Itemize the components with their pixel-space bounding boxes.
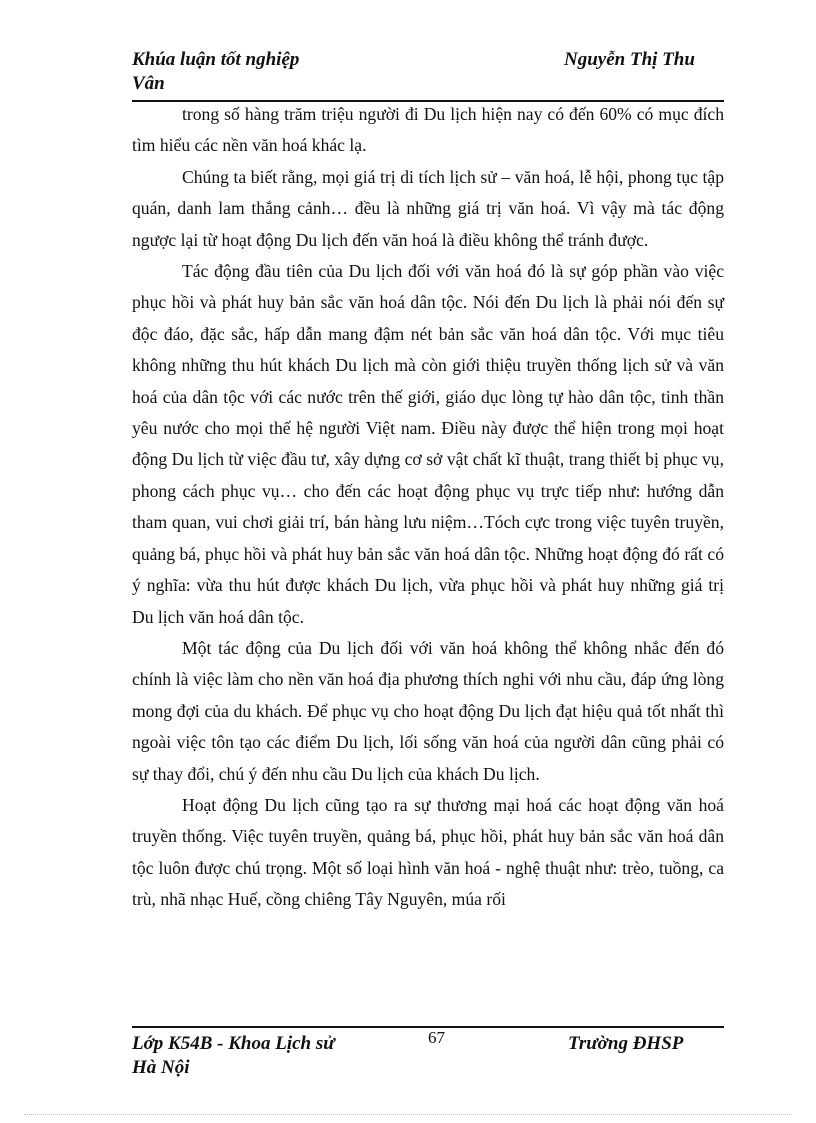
header-author-name-continued: Vân bbox=[132, 73, 165, 94]
page-footer bbox=[132, 1028, 724, 1080]
header-author-name: Nguyễn Thị Thu bbox=[564, 49, 695, 70]
footer-university: Trường ĐHSP bbox=[568, 1033, 684, 1054]
footer-class-department: Lớp K54B - Khoa Lịch sử bbox=[132, 1033, 335, 1054]
footer-city: Hà Nội bbox=[132, 1057, 190, 1078]
paragraph-2: Chúng ta biết rằng, mọi giá trị di tích lịch sử – văn hoá, lễ hội, phong tục tập quán, danh lam thắng cảnh… đều là những giá trị văn hoá. Vì vậy mà tác động ngược lại từ hoạt động Du lịch đến văn hoá là điều không thể tránh được. bbox=[132, 166, 724, 250]
page-number: 67 bbox=[428, 1028, 445, 1047]
paragraph-3: Tác động đầu tiên của Du lịch đối với văn hoá đó là sự góp phần vào việc phục hồi và phát huy bản sắc văn hoá dân tộc. Nói đến Du lịch là phải nói đến sự độc đáo, đặc sắc, hấp dẫn mang đậm nét bản sắc văn hoá dân tộc. Với mục tiêu không những thu hút khách Du lịch mà còn giới thiệu truyền thống lịch sử và văn hoá của dân tộc với các nước trên thế giới, giáo dục lòng tự hào dân tộc, tinh thần yêu nước cho mọi thế hệ người Việt nam. Điều này được thể hiện trong mọi hoạt động Du lịch từ việc đầu tư, xây dựng cơ sở vật chất kĩ thuật, trang thiết bị phục vụ, phong cách phục vụ… cho đến các hoạt động phục vụ trực tiếp như: hướng dẫn tham quan, vui chơi giải trí, bán hàng lưu niệm…Tóch cực trong việc tuyên truyền, quảng bá, phục hồi và phát huy bản sắc văn hoá dân tộc. Những hoạt động đó rất có ý nghĩa: vừa thu hút được khách Du lịch, vừa phục hồi và phát huy những giá trị Du lịch văn hoá dân tộc. bbox=[132, 261, 724, 627]
paragraph-1: trong số hàng trăm triệu người đi Du lịch hiện nay có đến 60% có mục đích tìm hiểu các nền văn hoá khác lạ. bbox=[132, 104, 724, 156]
page-header bbox=[132, 48, 724, 100]
header-thesis-title: Khúa luận tốt nghiệp bbox=[132, 49, 300, 70]
document-body bbox=[132, 99, 724, 916]
page-edge-divider bbox=[24, 1114, 792, 1115]
paragraph-5: Hoạt động Du lịch cũng tạo ra sự thương mại hoá các hoạt động văn hoá truyền thống. Việc tuyên truyền, quảng bá, phục hồi, phát huy bản sắc văn hoá dân tộc luôn được chú trọng. Một số loại hình văn hoá - nghệ thuật như: trèo, tuồng, ca trù, nhã nhạc Huế, cồng chiêng Tây Nguyên, múa rối bbox=[132, 794, 724, 910]
paragraph-4: Một tác động của Du lịch đối với văn hoá không thể không nhắc đến đó chính là việc làm cho nền văn hoá địa phương thích nghi với nhu cầu, đáp ứng lòng mong đợi của du khách. Để phục vụ cho hoạt động Du lịch đạt hiệu quả tốt nhất thì ngoài việc tôn tạo các điểm Du lịch, lối sống văn hoá của người dân cũng phải có sự thay đổi, chú ý đến nhu cầu Du lịch của khách Du lịch. bbox=[132, 637, 724, 784]
